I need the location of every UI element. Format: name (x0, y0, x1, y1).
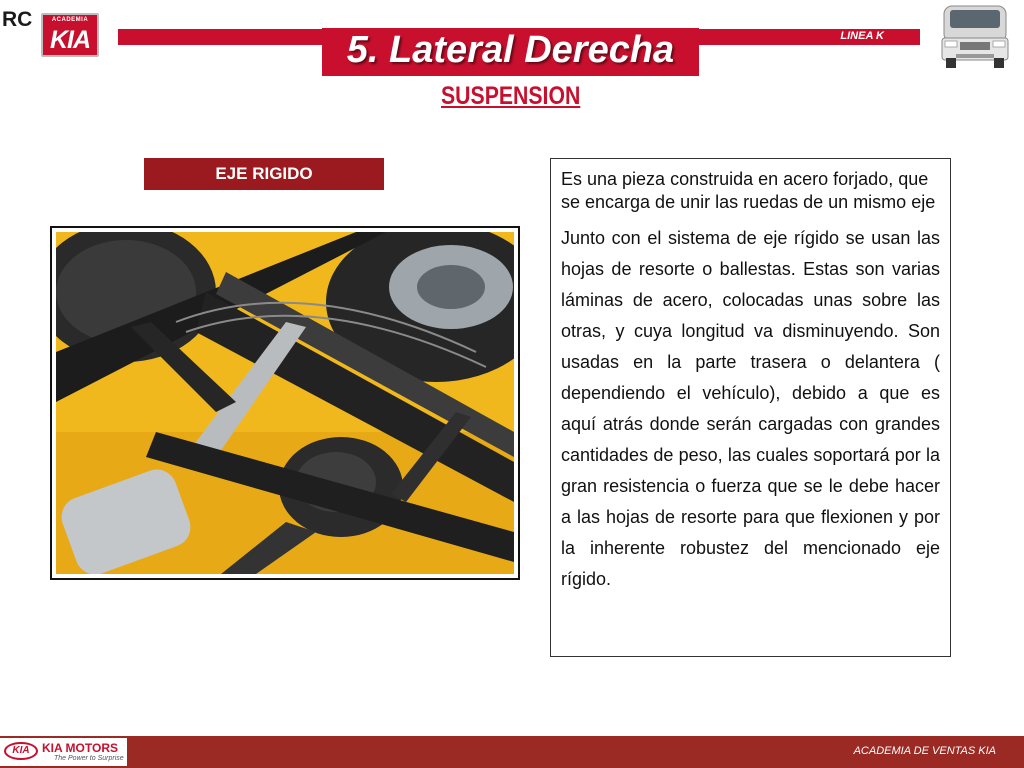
kia-truck-icon (936, 2, 1014, 72)
footer-bar (0, 736, 1024, 768)
section-subtitle: SUSPENSION (441, 82, 581, 110)
kia-tagline: The Power to Surprise (54, 755, 124, 762)
rear-axle-photo (56, 232, 514, 574)
page-title: 5. Lateral Derecha (322, 28, 699, 76)
linea-label: LINEA K (840, 30, 884, 42)
eje-rigido-label: EJE RIGIDO (144, 158, 384, 190)
kia-oval-icon: KIA (4, 742, 38, 760)
description-intro: Es una pieza construida en acero forjado, que se encarga de unir las ruedas de un mismo eje (561, 169, 936, 212)
kia-logo-text: KIA (49, 26, 91, 54)
academia-logo-text: ACADEMIA (51, 17, 89, 23)
description-box (550, 158, 951, 657)
academia-kia-logo (41, 13, 99, 57)
kia-motors-brand: KIA MOTORS (42, 741, 119, 755)
footer-academy-label: ACADEMIA DE VENTAS KIA (853, 745, 996, 757)
rc-label: RC (2, 8, 33, 31)
kia-motors-logo (0, 738, 127, 766)
suspension-photo-frame (50, 226, 520, 580)
description-body: Junto con el sistema de eje rígido se usan las hojas de resorte o ballestas. Estas son varias láminas de acero, colocadas unas sobre las otras, y cuya longitud va disminuyendo. Son usadas en la parte trasera o delantera ( dependiendo el vehículo), debido a que es aquí atrás donde serán cargadas con grandes cantidades de peso, las cuales soportará por la gran resistencia o fuerza que se le debe hacer a las hojas de resorte para que flexionen y por la inherente robustez del mencionado eje rígido. (561, 228, 940, 589)
